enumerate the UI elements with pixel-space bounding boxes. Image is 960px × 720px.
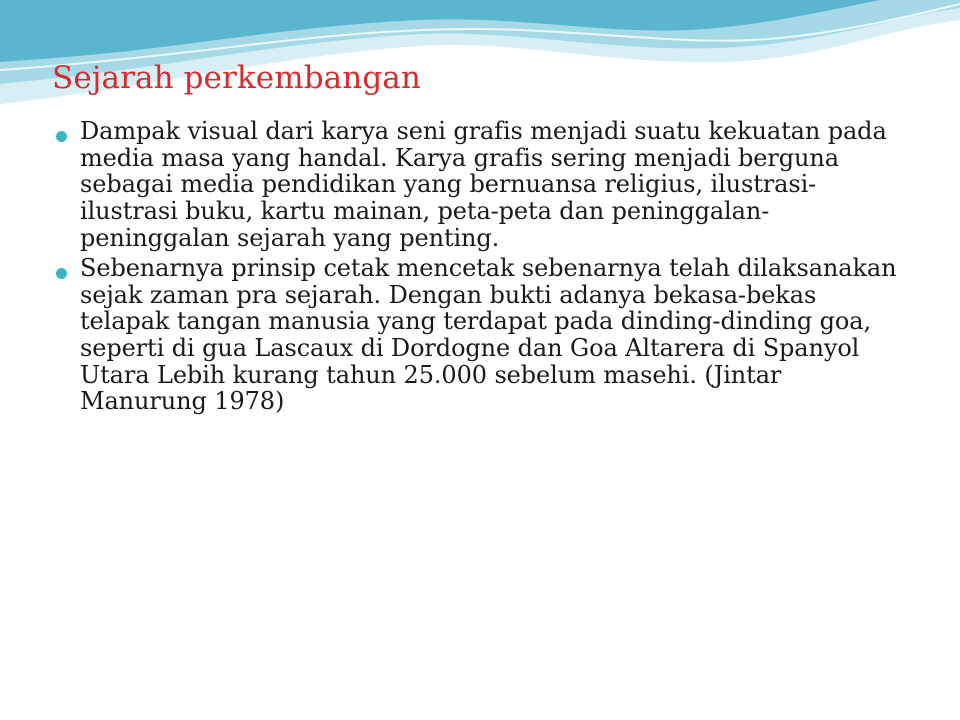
bullet-dot-icon: [56, 268, 67, 279]
bullet-list: [52, 118, 912, 419]
bullet-dot-icon: [56, 131, 67, 142]
list-item: [52, 255, 912, 415]
page-title: Sejarah perkembangan: [52, 60, 421, 96]
bullet-text: Dampak visual dari karya seni grafis menjadi suatu kekuatan pada media masa yang handal. Karya grafis sering menjadi berguna sebagai media pendidikan yang bernuansa religius, ilustrasi-ilustrasi buku, kartu mainan, peta-peta dan peninggalan-peninggalan sejarah yang penting.: [80, 117, 887, 252]
bullet-text: Sebenarnya prinsip cetak mencetak sebenarnya telah dilaksanakan sejak zaman pra sejarah. Dengan bukti adanya bekasa-bekas telapak tangan manusia yang terdapat pada dinding-dinding goa, seperti di gua Lascaux di Dordogne dan Goa Altarera di Spanyol Utara Lebih kurang tahun 25.000 sebelum masehi. (Jintar Manurung 1978): [80, 254, 897, 416]
list-item: [52, 118, 912, 251]
